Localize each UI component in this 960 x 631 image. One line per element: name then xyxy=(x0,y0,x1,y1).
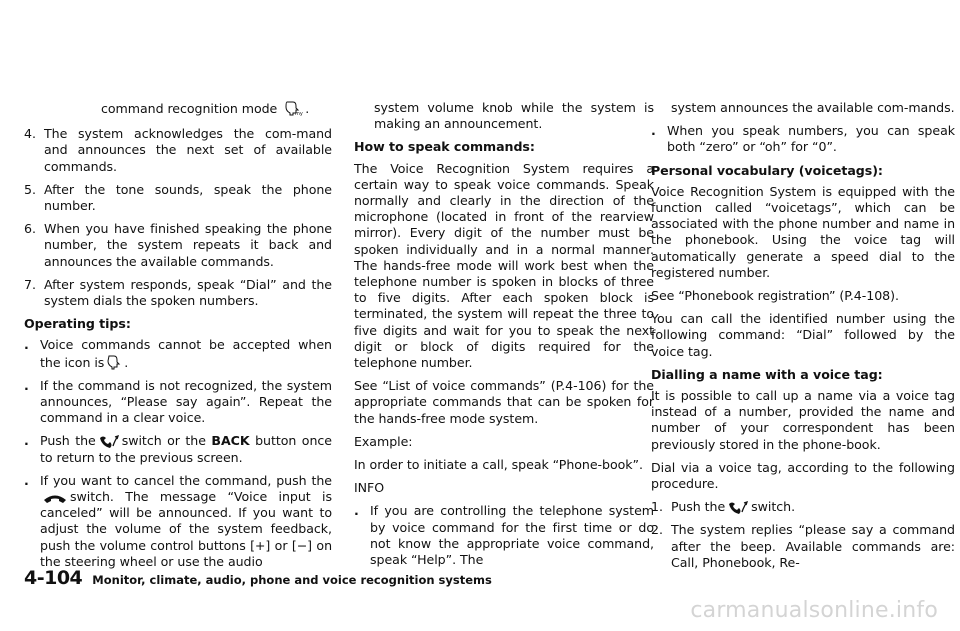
step-2: 2. The system replies “please say a command after the beep. Available commands are: Call, Phonebook, Re- xyxy=(651,522,955,570)
heading-how-to-speak: How to speak commands: xyxy=(354,139,535,155)
paragraph: You can call the identified number using the following command: “Dial” followed by the voice tag. xyxy=(651,311,955,359)
tip-1: . Voice commands cannot be accepted when the icon is . xyxy=(24,337,332,370)
page-number: 4-104 xyxy=(24,567,83,589)
paragraph: The Voice Recognition System requires a certain way to speak voice commands. Speak normally and clearly in the direction of the microphone (located in front of the rearview mirror). Every digit of the number must be spoken individually and in a normal manner. The hands-free mode will work best when the telephone number is spoken in blocks of three to five digits. After each spoken block is terminated, the system will repeat the three to five digits and wait for you to speak the next digit or block of digits required for the telephone number. xyxy=(354,160,654,371)
bullet-numbers: . When you speak numbers, you can speak both “zero” or “oh” for “0”. xyxy=(651,123,955,155)
paragraph: Voice Recognition System is equipped with the function called “voicetags”, which can be associated with the phone number and name in the phonebook. Using the voice tag will automatically generate a speed dial to the registered number. xyxy=(651,183,955,280)
step-5: 5. After the tone sounds, speak the phone number. xyxy=(24,181,332,214)
step-1: 1. Push the switch. xyxy=(651,499,796,515)
step-7: 7. After system responds, speak “Dial” and the system dials the spoken numbers. xyxy=(24,276,332,309)
column-middle xyxy=(354,100,654,575)
heading-dialling-voice-tag: Dialling a name with a voice tag: xyxy=(651,366,883,382)
paragraph: It is possible to call up a name via a voice tag instead of a number, provided the name and number of your correspondent has been previously stored in the phone-book. xyxy=(651,388,955,452)
heading-operating-tips: Operating tips: xyxy=(24,316,131,332)
heading-personal-vocabulary: Personal vocabulary (voicetags): xyxy=(651,162,883,178)
info-bullet: . If you are controlling the telephone system by voice command for the first time or do not know the appropriate voice command, speak “Help”. The xyxy=(354,503,654,568)
paragraph: See “Phonebook registration” (P.4-108). xyxy=(651,288,899,304)
step-6: 6. When you have finished speaking the phone number, the system repeats it back and announces the available commands. xyxy=(24,221,332,269)
info-label: INFO xyxy=(354,480,385,496)
continued-text: system announces the available com-mands. xyxy=(671,100,955,115)
phone-talk-icon xyxy=(98,434,120,448)
paragraph: See “List of voice commands” (P.4-106) for the appropriate commands that can be spoken for the hands-free mode system. xyxy=(354,378,654,426)
step-4: 4. The system acknowledges the com-mand and announces the next set of available commands. xyxy=(24,126,332,174)
speaking-mode-icon xyxy=(283,100,303,116)
paragraph: In order to initiate a call, speak “Phone-book”. xyxy=(354,457,643,473)
section-title: Monitor, climate, audio, phone and voice recognition systems xyxy=(92,573,492,587)
tip-2: . If the command is not recognized, the system announces, “Please say again”. Repeat the command in a clear voice. xyxy=(24,377,332,426)
intro-line: command recognition mode my . xyxy=(101,101,310,116)
paragraph: Example: xyxy=(354,433,413,449)
watermark: carmanualsonline.info xyxy=(690,598,938,623)
voice-unavailable-icon xyxy=(106,354,122,370)
column-right xyxy=(651,100,955,578)
tip-3: . Push the switch or the BACK button once to return to the previous screen. xyxy=(24,433,332,465)
paragraph: Dial via a voice tag, according to the following procedure. xyxy=(651,459,955,492)
column-left xyxy=(24,100,332,577)
phone-hangup-icon xyxy=(42,492,68,504)
page-footer xyxy=(24,567,492,589)
svg-text:my: my xyxy=(295,111,303,116)
phone-talk-icon xyxy=(727,500,749,514)
tip-4: . If you want to cancel the command, push theswitch. The message “Voice input is canceled” will be announced. If you want to adjust the volume of the system feedback, push the volume control buttons [+] or [−] on the steering wheel or use the audio xyxy=(24,472,332,569)
continued-text: system volume knob while the system is making an announcement. xyxy=(374,100,654,132)
